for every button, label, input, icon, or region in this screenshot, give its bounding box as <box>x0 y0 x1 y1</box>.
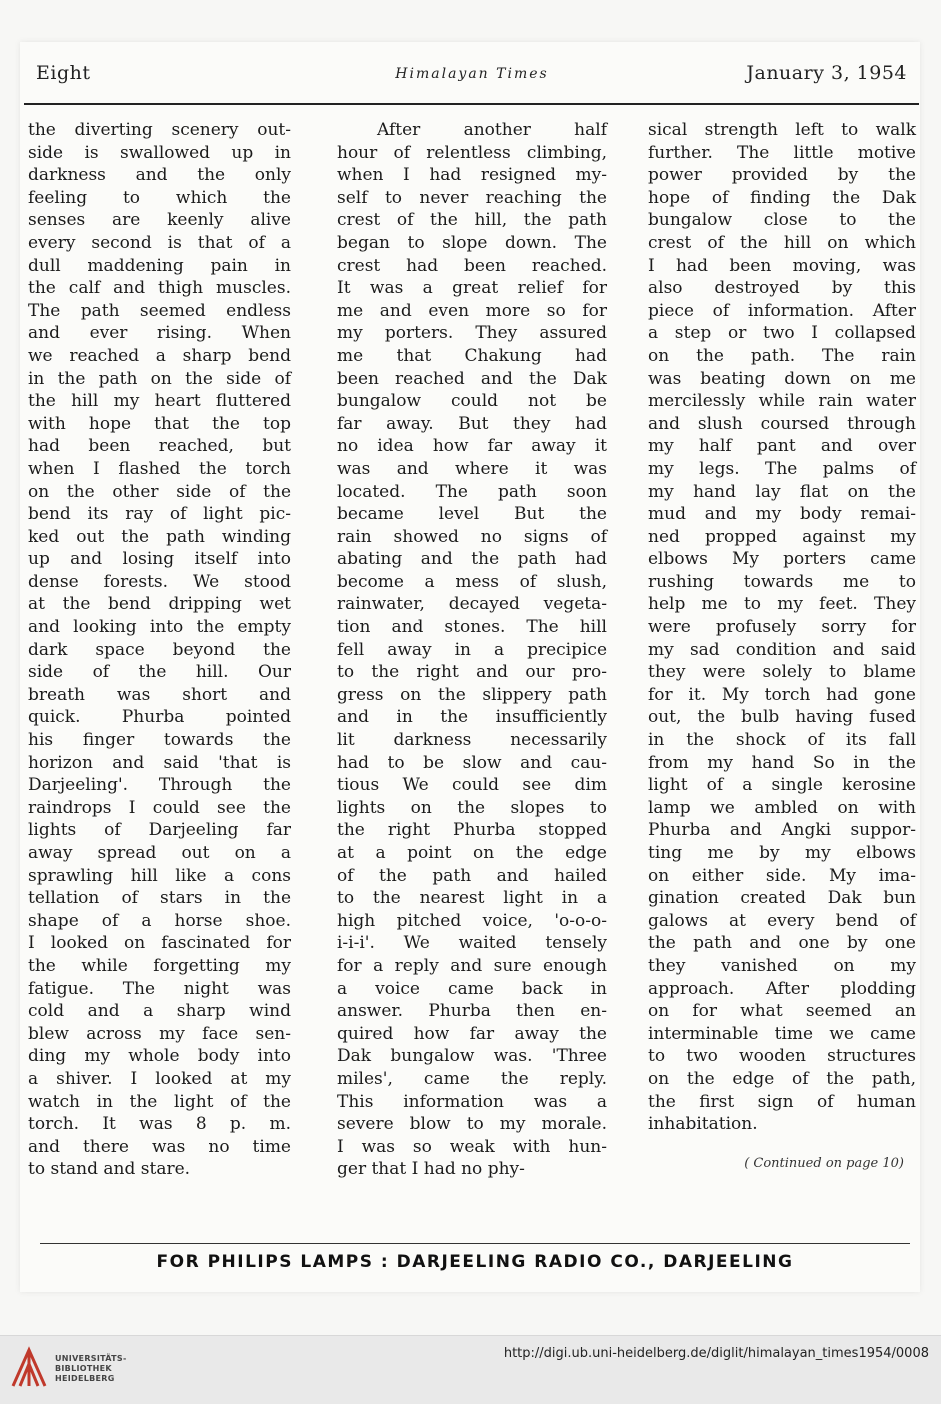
text-line: rain showed no signs of <box>337 526 607 547</box>
text-line: Dak bungalow was. 'Three <box>337 1046 607 1067</box>
text-line: Darjeeling'. Through the <box>28 775 291 796</box>
text-line: The path seemed endless <box>28 300 291 321</box>
library-name-line-2: BIBLIOTHEK <box>55 1364 112 1373</box>
text-line: the calf and thigh muscles. <box>28 278 291 299</box>
text-line: ned propped against my <box>648 526 916 547</box>
text-line: cold and a sharp wind <box>28 1001 291 1022</box>
text-line: piece of information. After <box>648 300 916 321</box>
text-line: to the nearest light in a <box>337 888 607 909</box>
text-line: my porters. They assured <box>337 323 607 344</box>
text-line: the diverting scenery out- <box>28 120 291 140</box>
text-line: It was a great relief for <box>337 278 607 299</box>
text-line: no idea how far away it <box>337 436 607 457</box>
library-name[interactable] <box>55 1354 127 1384</box>
text-line: the right Phurba stopped <box>337 820 607 841</box>
text-line: quired how far away the <box>337 1023 607 1044</box>
text-line: rushing towards me to <box>648 571 916 592</box>
text-line: the hill my heart fluttered <box>28 391 291 412</box>
text-line: the path and one by one <box>648 933 916 954</box>
text-line: me and even more so for <box>337 300 607 321</box>
text-line: away spread out on a <box>28 843 291 863</box>
text-line: dull maddening pain in <box>28 255 291 276</box>
text-line: in the path on the side of <box>28 368 291 389</box>
text-line: and there was no time <box>28 1136 291 1157</box>
text-line: severe blow to my morale. <box>337 1114 607 1135</box>
text-line: my sad condition and said <box>648 639 916 660</box>
text-line: at the bend dripping wet <box>28 594 291 615</box>
text-line: was and where it was <box>337 458 607 479</box>
text-line: of the path and hailed <box>337 865 607 886</box>
text-line: with hope that the top <box>28 413 291 434</box>
text-line: was beating down on me <box>648 368 916 389</box>
text-line: power provided by the <box>648 165 916 186</box>
text-line: I looked on fascinated for <box>28 933 291 954</box>
text-line: began to slope down. The <box>337 232 607 253</box>
text-line: every second is that of a <box>28 232 291 253</box>
text-line: approach. After plodding <box>648 978 916 999</box>
issue-date: January 3, 1954 <box>746 62 907 84</box>
text-line: Phurba and Angki suppor- <box>648 820 916 841</box>
text-line: answer. Phurba then en- <box>337 1001 607 1022</box>
text-line: tious We could see dim <box>337 775 607 796</box>
library-name-line-3: HEIDELBERG <box>55 1374 115 1383</box>
text-line: in the shock of its fall <box>648 730 916 751</box>
text-line: my hand lay flat on the <box>648 481 916 502</box>
text-line: and in the insufficiently <box>337 707 607 728</box>
text-line: were profusely sorry for <box>648 617 916 638</box>
text-line: crest of the hill, the path <box>337 210 607 231</box>
text-line: raindrops I could see the <box>28 797 291 818</box>
text-line: on the path. The rain <box>648 345 916 366</box>
text-line: up and losing itself into <box>28 549 291 570</box>
text-line: when I flashed the torch <box>28 458 291 479</box>
text-line: quick. Phurba pointed <box>28 707 291 728</box>
text-line: a voice came back in <box>337 978 607 999</box>
continued-note: ( Continued on page 10) <box>744 1156 904 1171</box>
text-line: light of a single kerosine <box>648 775 916 796</box>
text-line: tellation of stars in the <box>28 888 291 909</box>
text-line: feeling to which the <box>28 187 291 208</box>
text-line: ger that I had no phy- <box>337 1159 525 1180</box>
text-line: horizon and said 'that is <box>28 752 291 773</box>
text-line: a shiver. I looked at my <box>28 1068 291 1089</box>
text-line: we reached a sharp bend <box>28 345 291 366</box>
text-line: my half pant and over <box>648 436 916 457</box>
text-line: watch in the light of the <box>28 1091 291 1112</box>
text-line: his finger towards the <box>28 730 291 751</box>
text-line: gress on the slippery path <box>337 684 607 705</box>
text-line: bend its ray of light pic- <box>28 504 291 525</box>
text-line: lamp we ambled on with <box>648 797 916 818</box>
library-footer-bar <box>0 1335 941 1404</box>
advertisement-banner: FOR PHILIPS LAMPS : DARJEELING RADIO CO., DARJEELING <box>156 1252 794 1272</box>
text-line: on either side. My ima- <box>648 865 916 886</box>
text-line: lights on the slopes to <box>337 797 607 818</box>
text-line: to stand and stare. <box>28 1159 191 1180</box>
text-line: my legs. The palms of <box>648 458 916 479</box>
text-line: blew across my face sen- <box>28 1023 291 1044</box>
text-line: became level But the <box>337 504 607 525</box>
text-line: self to never reaching the <box>337 187 607 208</box>
text-line: bungalow close to the <box>648 210 916 231</box>
text-line: lights of Darjeeling far <box>28 820 291 841</box>
text-line: had been reached, but <box>28 436 291 457</box>
text-line: for it. My torch had gone <box>648 684 916 705</box>
text-line: to two wooden structures <box>648 1046 916 1067</box>
text-line: for a reply and sure enough <box>337 955 607 976</box>
masthead-title: Himalayan Times <box>395 66 549 82</box>
text-line: elbows My porters came <box>648 549 916 570</box>
text-line: and ever rising. When <box>28 323 291 344</box>
text-line: been reached and the Dak <box>337 368 607 389</box>
page-number-label: Eight <box>36 62 91 84</box>
text-line: lit darkness necessarily <box>337 730 607 751</box>
text-line: tion and stones. The hill <box>337 617 607 638</box>
library-name-line-1: UNIVERSITÄTS- <box>55 1354 127 1363</box>
text-line: interminable time we came <box>648 1023 916 1044</box>
text-line: crest had been reached. <box>337 255 607 276</box>
article-column-3 <box>648 119 916 1136</box>
text-line: ding my whole body into <box>28 1046 291 1067</box>
text-line: also destroyed by this <box>648 278 916 299</box>
header-rule <box>24 103 919 105</box>
article-column-2 <box>337 119 607 1181</box>
text-line: fatigue. The night was <box>28 978 291 999</box>
text-line: ked out the path winding <box>28 526 291 547</box>
text-line: bungalow could not be <box>337 391 607 412</box>
text-line: ting me by my elbows <box>648 843 916 863</box>
text-line: I had been moving, was <box>648 255 916 276</box>
text-line: further. The little motive <box>648 142 916 163</box>
text-line: on the edge of the path, <box>648 1068 916 1089</box>
text-line: out, the bulb having fused <box>648 707 916 728</box>
text-line: and looking into the empty <box>28 617 291 638</box>
text-line: and slush coursed through <box>648 413 916 434</box>
text-line: torch. It was 8 p. m. <box>28 1114 291 1135</box>
text-line: located. The path soon <box>337 481 607 502</box>
text-line: After another half <box>377 120 607 140</box>
text-line: side is swallowed up in <box>28 142 291 163</box>
text-line: hour of relentless climbing, <box>337 142 607 163</box>
text-line: breath was short and <box>28 684 291 705</box>
text-line: galows at every bend of <box>648 910 916 931</box>
text-line: This information was a <box>337 1091 607 1112</box>
text-line: when I had resigned my- <box>337 165 607 186</box>
text-line: rainwater, decayed vegeta- <box>337 594 607 615</box>
text-line: far away. But they had <box>337 413 607 434</box>
text-line: me that Chakung had <box>337 345 607 366</box>
text-line: mud and my body remai- <box>648 504 916 525</box>
text-line: hope of finding the Dak <box>648 187 916 208</box>
text-line: darkness and the only <box>28 165 291 186</box>
text-line: senses are keenly alive <box>28 210 291 231</box>
text-line: the first sign of human <box>648 1091 916 1112</box>
text-line: sprawling hill like a cons <box>28 865 291 886</box>
text-line: I was so weak with hun- <box>337 1136 607 1157</box>
text-line: dark space beyond the <box>28 639 291 660</box>
text-line: miles', came the reply. <box>337 1068 607 1089</box>
article-column-1 <box>28 119 291 1181</box>
text-line: a step or two I collapsed <box>648 323 916 344</box>
text-line: they were solely to blame <box>648 662 916 683</box>
text-line: high pitched voice, 'o-o-o- <box>337 910 607 931</box>
library-logo-icon[interactable] <box>10 1346 48 1388</box>
text-line: they vanished on my <box>648 955 916 976</box>
text-line: abating and the path had <box>337 549 607 570</box>
text-line: dense forests. We stood <box>28 571 291 592</box>
text-line: mercilessly while rain water <box>648 391 916 412</box>
text-line: shape of a horse shoe. <box>28 910 291 931</box>
text-line: from my hand So in the <box>648 752 916 773</box>
text-line: on for what seemed an <box>648 1001 916 1022</box>
text-line: side of the hill. Our <box>28 662 291 683</box>
text-line: crest of the hill on which <box>648 232 916 253</box>
text-line: inhabitation. <box>648 1114 758 1135</box>
text-line: had to be slow and cau- <box>337 752 607 773</box>
text-line: become a mess of slush, <box>337 571 607 592</box>
text-line: help me to my feet. They <box>648 594 916 615</box>
text-line: the while forgetting my <box>28 955 291 976</box>
text-line: to the right and our pro- <box>337 662 607 683</box>
text-line: i-i-i'. We waited tensely <box>337 933 607 954</box>
text-line: gination created Dak bun <box>648 888 916 909</box>
footer-rule <box>40 1243 910 1244</box>
text-line: sical strength left to walk <box>648 120 916 140</box>
text-line: on the other side of the <box>28 481 291 502</box>
text-line: at a point on the edge <box>337 843 607 863</box>
text-line: fell away in a precipice <box>337 639 607 660</box>
source-url-link[interactable]: http://digi.ub.uni-heidelberg.de/diglit/himalayan_times1954/0008 <box>503 1346 929 1361</box>
